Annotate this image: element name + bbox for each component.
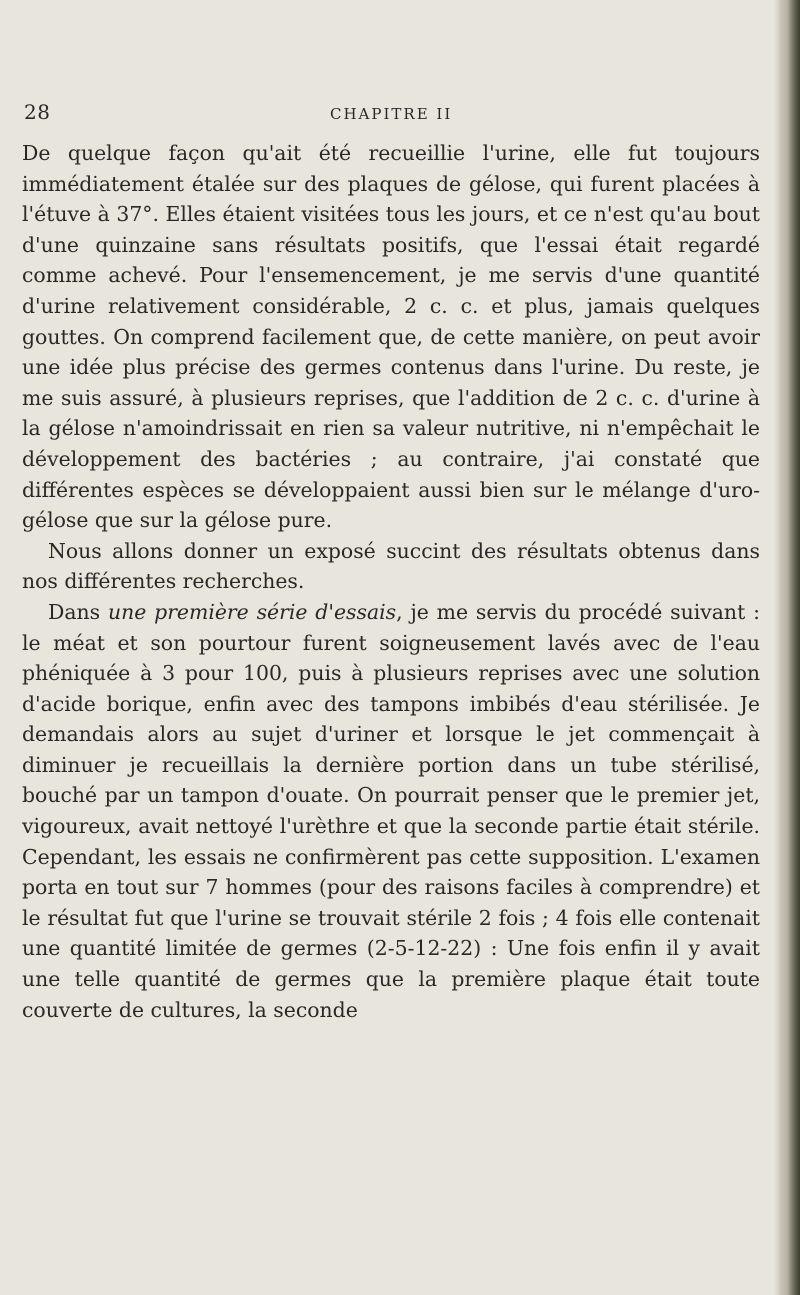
page-number: 28: [24, 100, 51, 124]
body-text: [22, 138, 760, 1025]
paragraph-1: De quelque façon qu'ait été recueillie l'urine, elle fut toujours immédiatement étalée sur des plaques de gélose, qui furent placées à l'étuve à 37°. Elles étaient visitées tous les jours, et ce n'est qu'au bout d'une quinzaine sans résultats positifs, que l'essai était regardé comme achevé. Pour l'ensemencement, je me servis d'une quantité d'urine relativement considérable, 2 c. c. et plus, jamais quelques gouttes. On comprend facilement que, de cette manière, on peut avoir une idée plus précise des germes contenus dans l'urine. Du reste, je me suis assuré, à plusieurs reprises, que l'addition de 2 c. c. d'urine à la gélose n'amoindrissait en rien sa valeur nutritive, ni n'empêchait le développement des bactéries ; au contraire, j'ai constaté que différentes espèces se développaient aussi bien sur le mélange d'uro-gélose que sur la gélose pure.: [22, 141, 760, 533]
paragraph-3-rest: , je me servis du procédé suivant : le méat et son pourtour furent soigneusement lavés avec de l'eau phéniquée à 3 pour 100, puis à plusieurs reprises avec une solution d'acide borique, enfin avec des tampons imbibés d'eau stérilisée. Je demandais alors au sujet d'uriner et lorsque le jet commençait à diminuer je recueillais la dernière portion dans un tube stérilisé, bouché par un tampon d'ouate. On pourrait penser que le premier jet, vigoureux, avait nettoyé l'urèthre et que la seconde partie était stérile. Cependant, les essais ne confirmèrent pas cette supposition. L'examen porta en tout sur 7 hommes (pour des raisons faciles à comprendre) et le résultat fut que l'urine se trouvait stérile 2 fois ; 4 fois elle contenait une quantité limitée de germes (2-5-12-22) : Une fois enfin il y avait une telle quantité de germes que la première plaque était toute couverte de cultures, la seconde: [22, 599, 760, 1022]
page-edge: [780, 0, 800, 1295]
paragraph-3: [22, 597, 760, 1025]
running-head: CHAPITRE II: [330, 105, 453, 123]
paragraph-3-lead: Dans: [48, 599, 108, 624]
paragraph-2: Nous allons donner un exposé succint des résultats obtenus dans nos différentes recherches.: [22, 538, 760, 594]
paragraph-3-emphasis: une première série d'essais: [107, 599, 397, 624]
